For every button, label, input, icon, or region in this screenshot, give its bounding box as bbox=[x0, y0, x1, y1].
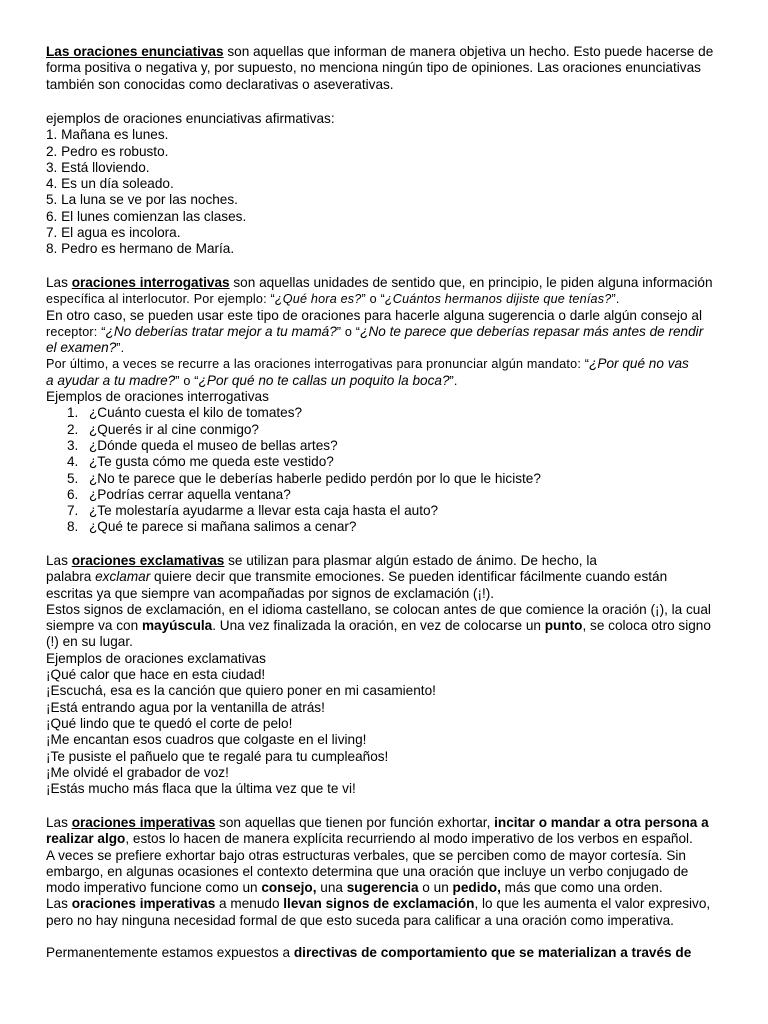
interrogativas-examples-intro: Ejemplos de oraciones interrogativas bbox=[46, 389, 269, 405]
enunciativas-examples-intro: ejemplos de oraciones enunciativas afirmativas: bbox=[46, 111, 335, 126]
list-item: ¡Te pusiste el pañuelo que te regalé para tu cumpleaños! bbox=[46, 748, 389, 764]
list-item: 3. ¿Dónde queda el museo de bellas artes? bbox=[67, 437, 338, 453]
list-item: 4. Es un día soleado. bbox=[46, 176, 174, 192]
interrogativas-line-6: Por último, a veces se recurre a las oraciones interrogativas para pronunciar algún mandato: “¿Por qué no vas bbox=[46, 356, 689, 372]
exclamativas-examples-intro: Ejemplos de oraciones exclamativas bbox=[46, 650, 266, 666]
section-exclamativas bbox=[46, 553, 726, 797]
list-item: ¡Me olvidé el grabador de voz! bbox=[46, 764, 229, 780]
list-item: 8. ¿Qué te parece si mañana salimos a cenar? bbox=[67, 519, 357, 535]
imperativas-line-7: pero no hay ninguna necesidad formal de que esto suceda para calificar a una oración como imperativa. bbox=[46, 912, 674, 928]
imperativas-line-4: embargo, en algunas ocasiones el contexto determina que una oración que incluye un verbo conjugado de bbox=[46, 863, 689, 879]
exclamativas-line-6: (!) en su lugar. bbox=[46, 634, 133, 650]
interrogativas-line-1: Las oraciones interrogativas son aquellas unidades de sentido que, en principio, le piden alguna información bbox=[46, 275, 713, 290]
list-item: 4. ¿Te gusta cómo me queda este vestido? bbox=[67, 454, 334, 470]
list-item: ¡Escuchá, esa es la canción que quiero poner en mi casamiento! bbox=[46, 683, 436, 699]
list-item: 2. Pedro es robusto. bbox=[46, 143, 169, 159]
interrogativas-examples-list bbox=[46, 405, 726, 535]
list-item: 2. ¿Querés ir al cine conmigo? bbox=[67, 421, 259, 437]
list-item: ¡Está entrando agua por la ventanilla de atrás! bbox=[46, 699, 325, 715]
list-item: 3. Está lloviendo. bbox=[46, 159, 150, 175]
enunciativas-examples bbox=[46, 111, 726, 258]
list-item: ¡Qué calor que hace en esta ciudad! bbox=[46, 667, 266, 683]
exclamativas-line-1: Las oraciones exclamativas se utilizan para plasmar algún estado de ánimo. De hecho, la bbox=[46, 553, 597, 568]
interrogativas-line-7: a ayudar a tu madre?” o “¿Por qué no te callas un poquito la boca?”. bbox=[46, 372, 458, 388]
interrogativas-line-5: el examen?”. bbox=[46, 340, 125, 356]
section-final bbox=[46, 945, 726, 961]
enunciativas-line-2: forma positiva o negativa y, por supuesto, no menciona ningún tipo de opiniones. Las oraciones enunciativas bbox=[46, 60, 701, 76]
list-item: 1. Mañana es lunes. bbox=[46, 127, 169, 143]
imperativas-line-2: realizar algo, estos lo hacen de manera explícita recurriendo al modo imperativo de los verbos en español. bbox=[46, 831, 693, 847]
exclamativas-line-2: palabra exclamar quiere decir que transmite emociones. Se pueden identificar fácilmente cuando están bbox=[46, 569, 668, 585]
exclamativas-line-4: Estos signos de exclamación, en el idioma castellano, se colocan antes de que comience la oración (¡), la cual bbox=[46, 601, 711, 617]
section-interrogativas bbox=[46, 275, 726, 536]
list-item: 6. ¿Podrías cerrar aquella ventana? bbox=[67, 486, 291, 502]
list-item: ¡Me encantan esos cuadros que colgaste en el living! bbox=[46, 732, 367, 748]
enunciativas-line-1: Las oraciones enunciativas son aquellas que informan de manera objetiva un hecho. Esto puede hacerse de bbox=[46, 44, 714, 59]
imperativas-line-1: Las oraciones imperativas son aquellas que tienen por función exhortar, incitar o mandar a otra persona a bbox=[46, 815, 709, 830]
interrogativas-line-4: receptor: “¿No deberías tratar mejor a tu mamá?” o “¿No te parece que deberías repasar más antes de rendir bbox=[46, 323, 704, 339]
list-item: 7. ¿Te molestaría ayudarme a llevar esta caja hasta el auto? bbox=[67, 503, 439, 519]
exclamativas-line-3: escritas ya que siempre van acompañadas por signos de exclamación (¡!). bbox=[46, 585, 495, 601]
exclamativas-heading: oraciones exclamativas bbox=[71, 553, 225, 568]
list-item: ¡Estás mucho más flaca que la última vez que te vi! bbox=[46, 781, 356, 797]
enunciativas-line-3: también son conocidas como declarativas o aseverativas. bbox=[46, 76, 394, 92]
imperativas-line-3: A veces se prefiere exhortar bajo otras estructuras verbales, que se perciben como de mayor cortesía. Sin bbox=[46, 847, 686, 863]
list-item: 5. La luna se ve por las noches. bbox=[46, 192, 238, 208]
list-item: 8. Pedro es hermano de María. bbox=[46, 241, 235, 257]
interrogativas-heading: oraciones interrogativas bbox=[71, 275, 230, 290]
list-item: 6. El lunes comienzan las clases. bbox=[46, 208, 247, 224]
section-imperativas bbox=[46, 815, 726, 929]
interrogativas-line-2: específica al interlocutor. Por ejemplo: “¿Qué hora es?” o “¿Cuántos hermanos dijiste que tenías?”. bbox=[46, 292, 620, 307]
list-item: ¡Qué lindo que te quedó el corte de pelo! bbox=[46, 715, 293, 731]
section-enunciativas bbox=[46, 44, 726, 93]
imperativas-heading: oraciones imperativas bbox=[71, 815, 216, 830]
enunciativas-heading: Las oraciones enunciativas bbox=[46, 44, 224, 59]
list-item: 1. ¿Cuánto cuesta el kilo de tomates? bbox=[67, 405, 303, 421]
interrogativas-line-3: En otro caso, se pueden usar este tipo de oraciones para hacerle alguna sugerencia o darle algún consejo al bbox=[46, 307, 702, 323]
imperativas-line-6: Las oraciones imperativas a menudo llevan signos de exclamación, lo que les aumenta el valor expresivo, bbox=[46, 896, 711, 912]
imperativas-line-5: modo imperativo funcione como un consejo, una sugerencia o un pedido, más que como una orden. bbox=[46, 880, 663, 896]
exclamativas-line-5: siempre va con mayúscula. Una vez finalizada la oración, en vez de colocarse un punto, se coloca otro signo bbox=[46, 618, 711, 634]
list-item: 7. El agua es incolora. bbox=[46, 225, 181, 241]
final-line: Permanentemente estamos expuestos a directivas de comportamiento que se materializan a través de bbox=[46, 945, 692, 960]
list-item: 5. ¿No te parece que le deberías haberle pedido perdón por lo que le hiciste? bbox=[67, 470, 541, 486]
